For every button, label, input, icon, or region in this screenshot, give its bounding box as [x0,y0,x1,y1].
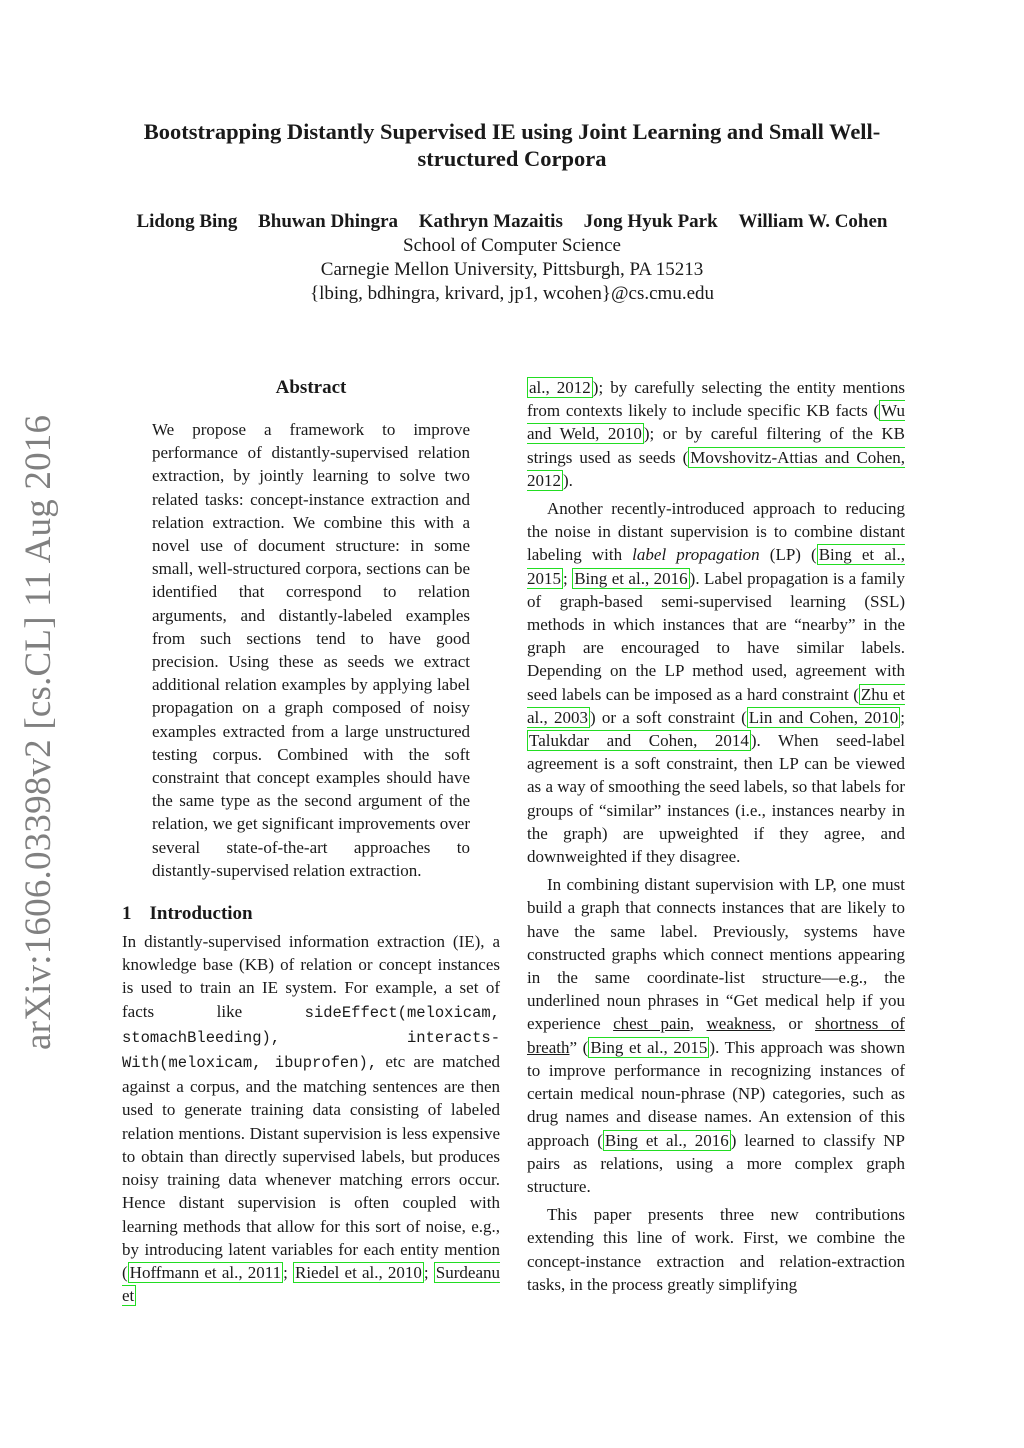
citation-link[interactable]: Zhu et al., 2003 [527,684,906,727]
citation-link[interactable]: Talukdar and Cohen, 2014 [529,731,749,751]
author-name: Lidong Bing [136,211,238,232]
abstract-text: We propose a framework to improve performance of distantly-supervised relation extraction, by jointly learning to solve two related tasks: concept-instance extraction and relation extraction. We combine this with a novel use of document structure: in some small, well-structured corpora, sections can be identified that correspond to relation arguments, and distantly-labeled examples from such sections tend to have good precision. Using these as seeds we extract additional relation examples by applying label propagation on a graph composed of noisy examples extracted from a large unstructured testing corpus. Combined with the soft constraint that concept examples should have the same type as the second argument of the relation, we get significant improvements over several state-of-the-art approaches to distantly-supervised relation extraction. [152,420,470,880]
author-emails: {lbing, bdhingra, krivard, jp1, wcohen}@cs.cmu.edu [309,283,715,304]
paper-title: Bootstrapping Distantly Supervised IE using Joint Learning and Small Well-structured Corpora [143,119,881,171]
author-block [60,210,964,306]
citation-link[interactable]: Bing et al., 2015 [527,545,905,588]
abstract-heading: Abstract [275,377,347,398]
underlined-phrase: weakness [706,1014,772,1034]
citation-link[interactable]: Riedel et al., 2010 [295,1262,422,1282]
author-list [60,210,964,234]
author-name: William W. Cohen [738,211,888,232]
section-title: Introduction [149,903,253,925]
underlined-phrase: shortness of breath [527,1014,905,1057]
left-column [122,376,500,1307]
intro-paragraph-1-continued: al., 2012 ); by carefully selecting the entity mentions from contexts likely to include specific KB facts ( Wu and Weld, 2010 ); or by careful filtering of the KB strings used as seeds ( Movshovitz-Attias and Cohen, 2012 ). [527,378,905,490]
intro-paragraph-3: In combining distant supervision with LP, one must build a graph that connects instances that are likely to have the same label. Previously, systems have constructed graphs which connect mentions appearing in the same coordinate-list structure—e.g., the underlined noun phrases in “Get medical help if you experience chest pain, weakness, or shortness of breath” ( Bing et al., 2015 ). This approach was shown to improve performance in recognizing instances of certain medical noun-phrase (NP) categories, such as drug names and disease names. An extension of this approach ( Bing et al., 2016 ) learned to classify NP pairs as relations, using a more complex graph structure. [527,875,905,1196]
underlined-phrase: chest pain [613,1014,690,1034]
citation-link[interactable]: Hoffmann et al., 2011 [129,1262,282,1282]
author-name: Bhuwan Dhingra [258,211,399,232]
right-column [527,376,905,1301]
intro-paragraph-2: Another recently-introduced approach to reducing the noise in distant supervision is to combine distant labeling with label propagation (LP) ( Bing et al., 2015 ; Bing et al., 2016 ). Label propagation is a family of graph-based semi-supervised learning (SSL) methods in which instances that are “nearby” in the graph are encouraged to have similar labels. Depending on the LP method used, agreement with seed labels can be imposed as a hard constraint ( Zhu et al., 2003 ) or a soft constraint ( Lin and Cohen, 2010 ; Talukdar and Cohen, 2014 ). When seed-label agreement is a soft constraint, then LP can be viewed as a way of smoothing the seed labels, so that labels for groups of “similar” instances (i.e., instances nearby in the graph) are upweighted if they agree, and downweighted if they disagree. [527,499,906,867]
citation-link[interactable]: Bing et al., 2016 [604,1130,729,1150]
citation-link[interactable]: Movshovitz-Attias and Cohen, 2012 [527,447,905,490]
intro-paragraph-1: In distantly-supervised information extraction (IE), a knowledge base (KB) of relation or concept instances is used to train an IE system. For example, a set of facts like sideEffect(meloxicam, stomachBleeding), interacts-With(meloxicam, ibuprofen), etc are matched against a corpus, and the matching sentences are then used to generate training data consisting of labeled relation mentions. Distant supervision is less expensive to obtain than directly supervised labels, but produces noisy training data whenever matching errors occur. Hence distant supervision is often coupled with learning methods that allow for this sort of noise, e.g., by introducing latent variables for each entity mention ( Hoffmann et al., 2011 ; Riedel et al., 2010 ; Surdeanu et [122,932,500,1306]
intro-paragraph-4: This paper presents three new contributions extending this line of work. First, we combine the concept-instance extraction and relation-extraction tasks, in the process greatly simplifying [527,1205,905,1294]
code-example: sideEffect(meloxicam, stomachBleeding), interacts-With(meloxicam, ibuprofen), [122,1003,500,1073]
citation-link[interactable]: Lin and Cohen, 2010 [748,707,899,727]
author-name: Kathryn Mazaitis [418,211,563,232]
emphasis: label propagation [632,545,760,565]
author-name: Jong Hyuk Park [583,211,718,232]
affiliation-university: Carnegie Mellon University, Pittsburgh, PA 15213 [320,259,704,280]
arxiv-identifier: arXiv:1606.03398v2 [cs.CL] 11 Aug 2016 [18,414,59,1050]
citation-link[interactable]: Bing et al., 2015 [590,1037,708,1057]
citation-link[interactable]: Wu and Weld, 2010 [527,401,905,444]
citation-link[interactable]: Bing et al., 2016 [574,568,688,588]
affiliation-school: School of Computer Science [403,235,621,256]
citation-link[interactable]: Surdeanu et [122,1262,500,1306]
section-number: 1 [122,903,132,925]
citation-link[interactable]: al., 2012 [529,378,591,397]
section-heading-introduction [122,902,500,926]
